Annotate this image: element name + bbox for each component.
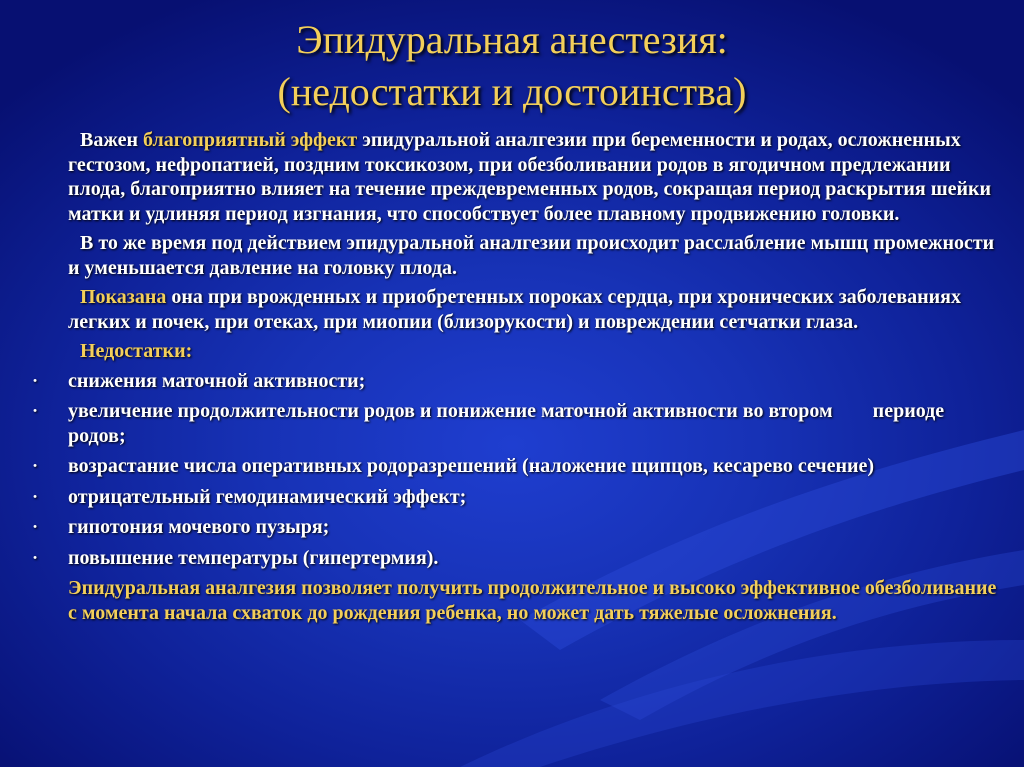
disadvantages-list	[28, 369, 998, 571]
list-item: • отрицательный гемодинамический эффект;	[28, 485, 998, 510]
p3-highlight: Показана	[80, 286, 167, 308]
list-item: • возрастание числа оперативных родоразрешений (наложение щипцов, кесарево сечение)	[28, 454, 998, 479]
list-item: • повышение температуры (гипертермия).	[28, 546, 998, 571]
bullet-icon: •	[33, 374, 37, 387]
list-item: • увеличение продолжительности родов и понижение маточной активности во втором периоде родов;	[28, 399, 998, 448]
conclusion-paragraph: Эпидуральная аналгезия позволяет получить продолжительное и высоко эффективное обезболивание с момента начала схваток до рождения ребенка, но может дать тяжелые осложнения.	[68, 577, 997, 624]
p2-text: В то же время под действием эпидуральной аналгезии происходит расслабление мышц промежности и уменьшается давление на головку плода.	[68, 232, 995, 279]
title-line-1: Эпидуральная анестезия:	[296, 17, 728, 62]
bullet-icon: •	[33, 521, 37, 533]
slide-body	[28, 128, 998, 625]
slide-title	[0, 14, 1024, 118]
bullet-icon: •	[33, 551, 37, 564]
p1-highlight: благоприятный эффект	[142, 129, 358, 151]
bullet-icon: •	[33, 490, 37, 503]
title-line-2: (недостатки и достоинства)	[277, 69, 747, 114]
list-item: • снижения маточной активности;	[28, 369, 998, 394]
p1-before: Важен	[80, 129, 143, 151]
paragraph-indications	[28, 285, 998, 334]
paragraph-relaxation	[28, 231, 998, 280]
p1-after: эпидуральной аналгезии при беременности и родах, осложненных гестозом, нефропатией, поздним токсикозом, при обезболивании родов в ягодичном предлежании плода, благоприятно влияет на течение преждевременных родов, сокращая период раскрытия шейки матки и удлиняя период изгнания, что способствует более плавному продвижению головки.	[68, 129, 992, 225]
list-item: • гипотония мочевого пузыря;	[28, 515, 998, 540]
bullet-icon: •	[33, 460, 37, 472]
p3-after: она при врожденных и приобретенных пороках сердца, при хронических заболеваниях легких и почек, при отеках, при миопии (близорукости) и повреждении сетчатки глаза.	[68, 286, 961, 333]
disadvantages-heading-text: Недостатки:	[80, 340, 193, 362]
paragraph-benefits	[28, 128, 998, 226]
disadvantages-heading	[28, 339, 998, 364]
bullet-icon: •	[33, 405, 37, 417]
